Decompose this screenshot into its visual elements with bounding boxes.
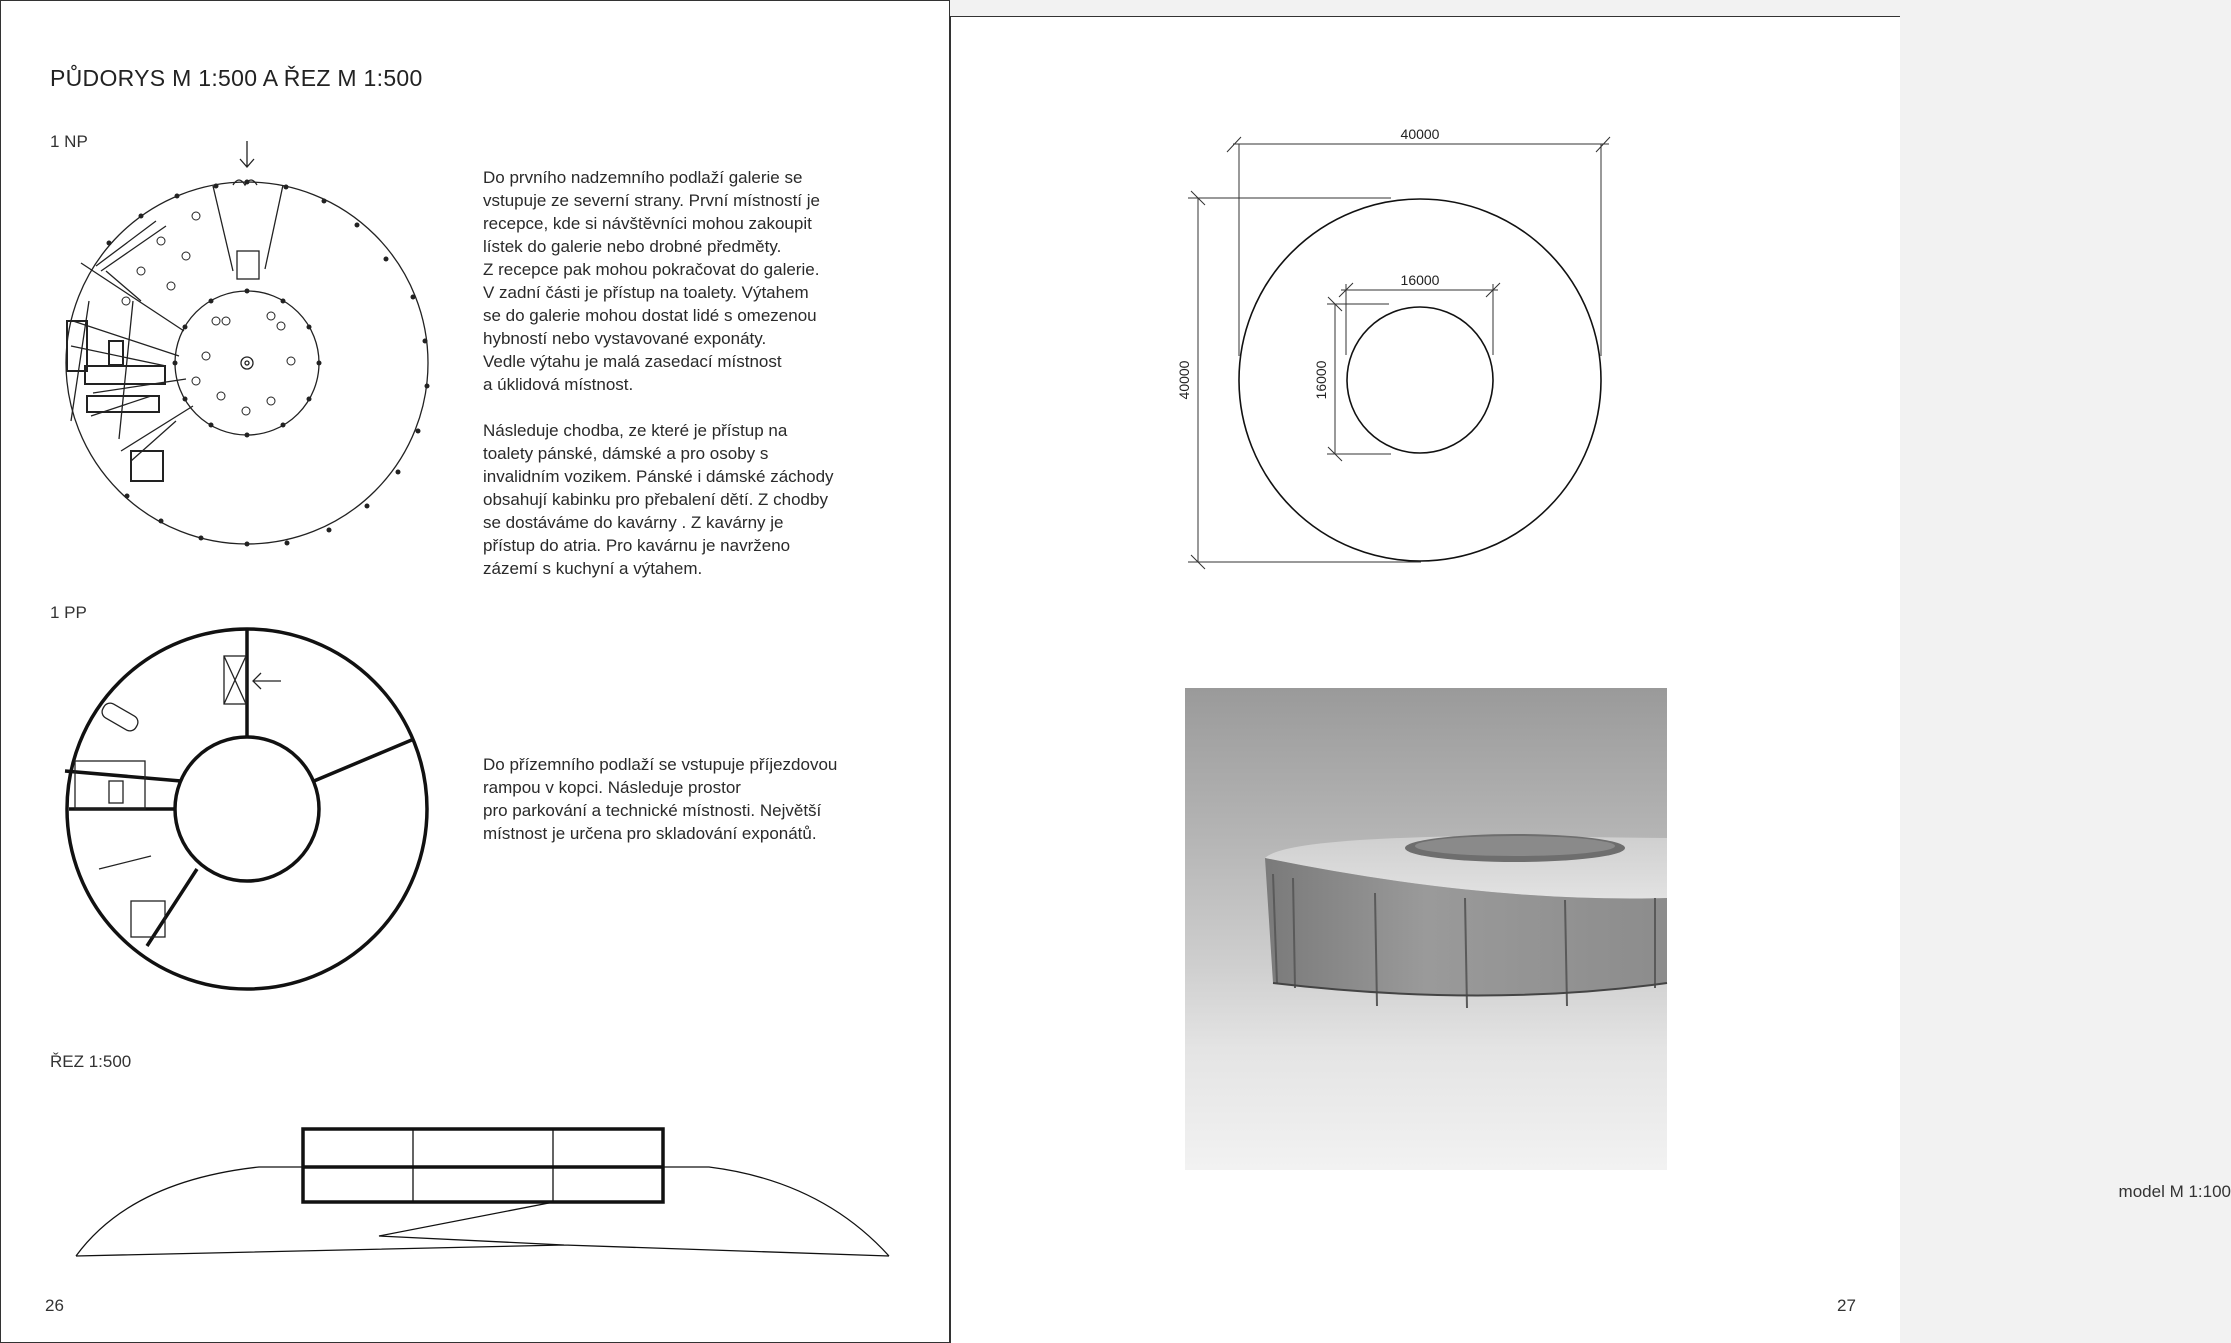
left-page xyxy=(0,0,950,1343)
outer-height-label: 40000 xyxy=(1176,360,1192,400)
model-illustration xyxy=(1185,688,1667,1170)
pp-paragraph: Do přízemního podlaží se vstupuje příjezdovou rampou v kopci. Následuje prostor pro parkování a technické místnosti. Největší místnost je určena pro skladování exponátů. xyxy=(483,755,838,843)
right-page xyxy=(950,16,2231,1343)
page-number-right: 27 xyxy=(1837,1296,1856,1315)
pp-description xyxy=(483,753,883,868)
section-drawing xyxy=(61,1111,881,1261)
floor-label-1np: 1 NP xyxy=(50,132,88,151)
inner-height-label: 16000 xyxy=(1313,360,1329,400)
np-paragraph-1: Do prvního nadzemního podlaží galerie se vstupuje ze severní strany. První místností je recepce, kde si návštěvníci mohou zakoupit lístek do galerie nebo drobné předměty. Z recepce pak mohou pokračovat do galerie. V zadní části je přístup na toalety. Výtahem se do galerie mohou dostat lidé s omezenou hybností nebo vystavované exponáty. Vedle výtahu je malá zasedací místnost a úklidová místnost. xyxy=(483,168,820,394)
dimension-drawing xyxy=(1171,117,1621,557)
section-label: ŘEZ 1:500 xyxy=(50,1052,132,1071)
floor-plan-1np xyxy=(51,131,431,551)
model-photo xyxy=(1185,688,1667,1170)
np-description xyxy=(483,166,883,603)
page-number-left: 26 xyxy=(45,1296,64,1315)
outer-width-label: 40000 xyxy=(1400,126,1440,142)
inner-width-label: 16000 xyxy=(1400,272,1440,288)
floor-label-1pp: 1 PP xyxy=(50,603,87,622)
page-title: PŮDORYS M 1:500 A ŘEZ M 1:500 xyxy=(50,65,423,91)
photo-caption: model M 1:100 xyxy=(2118,1182,2231,1201)
floor-plan-1pp xyxy=(51,621,431,1001)
np-paragraph-2: Následuje chodba, ze které je přístup na toalety pánské, dámské a pro osoby s invalidním vozikem. Pánské i dámské záchody obsahují kabinku pro přebalení dětí. Z chodby se dostáváme do kavárny . Z kavárny je přístup do atria. Pro kavárnu je navrženo zázemí s kuchyní a výtahem. xyxy=(483,421,834,578)
